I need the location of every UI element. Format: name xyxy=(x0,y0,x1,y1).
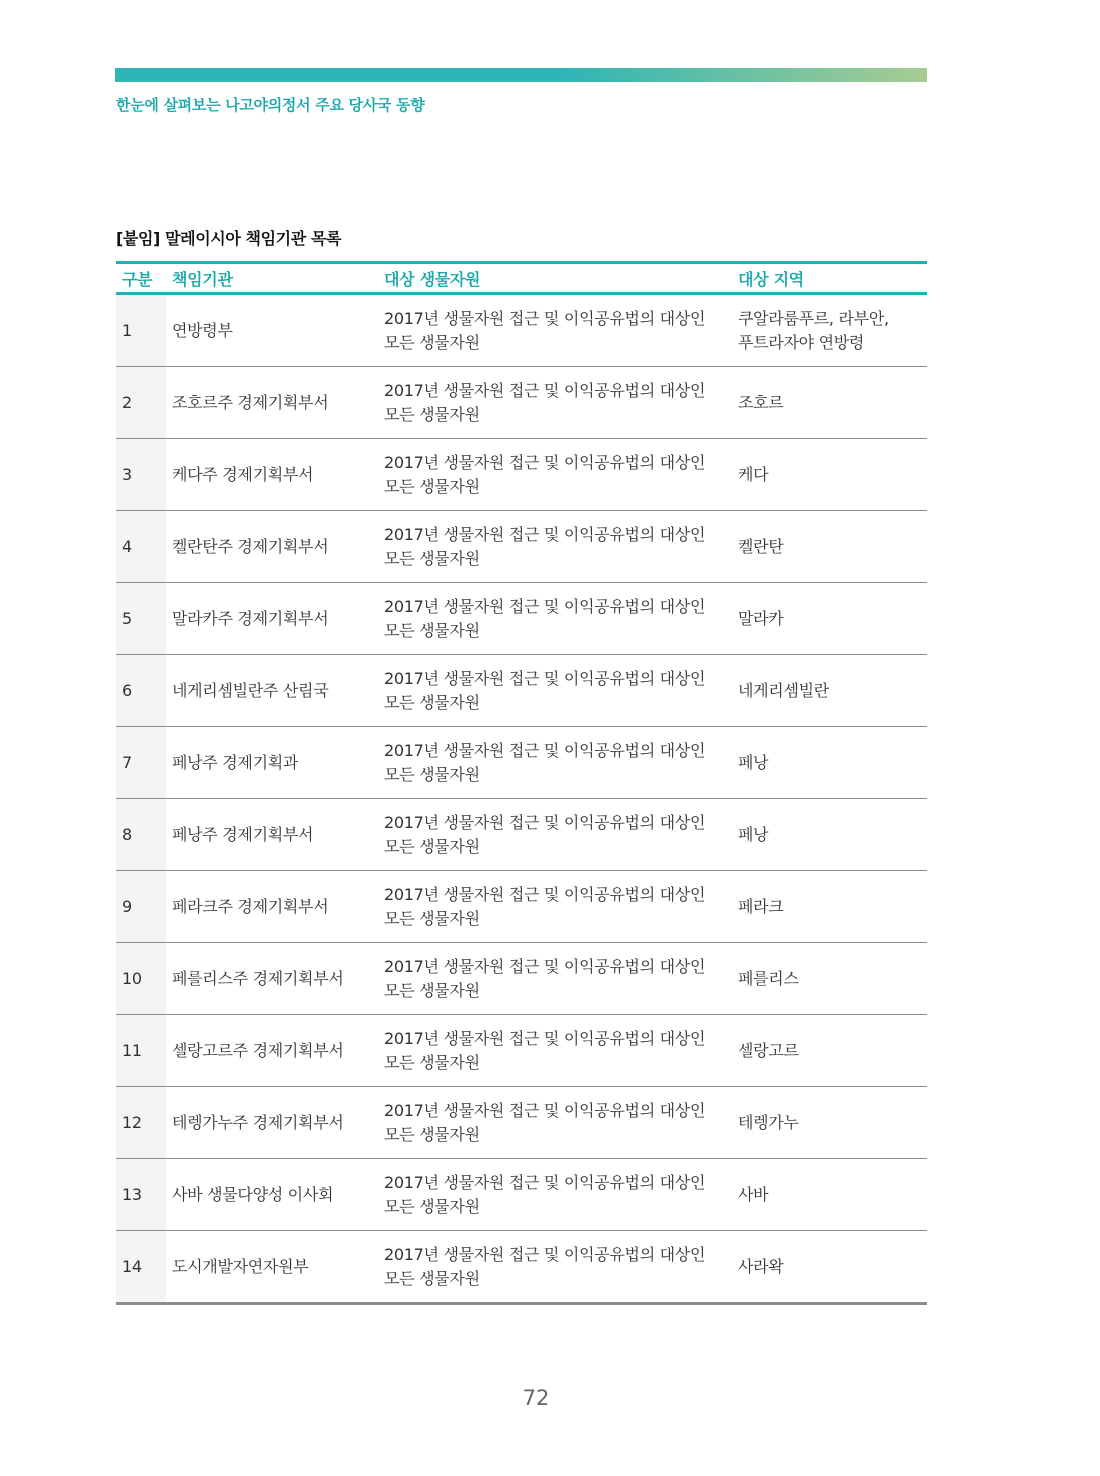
target-region xyxy=(732,799,927,871)
table-title: [붙임] 말레이시아 책임기관 목록 xyxy=(116,229,342,248)
target-region xyxy=(732,943,927,1015)
agency-name: 조호르주 경제기획부서 xyxy=(166,367,378,439)
target-resources-line: 2017년 생물자원 접근 및 이익공유법의 대상인 xyxy=(384,1244,706,1264)
table-row xyxy=(116,799,927,871)
target-resources xyxy=(378,1087,732,1159)
row-number: 12 xyxy=(116,1087,166,1159)
target-resources xyxy=(378,367,732,439)
target-region xyxy=(732,511,927,583)
table-row xyxy=(116,294,927,367)
agency-name: 연방령부 xyxy=(166,294,378,367)
row-number: 14 xyxy=(116,1231,166,1304)
target-resources-line: 모든 생물자원 xyxy=(384,1196,480,1216)
row-number: 6 xyxy=(116,655,166,727)
row-number: 9 xyxy=(116,871,166,943)
target-resources xyxy=(378,1231,732,1304)
target-region xyxy=(732,727,927,799)
column-header-agency: 책임기관 xyxy=(166,263,378,294)
table-body xyxy=(116,294,927,1304)
target-region-line: 셀랑고르 xyxy=(738,1040,799,1060)
target-resources-line: 2017년 생물자원 접근 및 이익공유법의 대상인 xyxy=(384,668,706,688)
target-resources-line: 모든 생물자원 xyxy=(384,1052,480,1072)
column-header-resources: 대상 생물자원 xyxy=(378,263,732,294)
agency-name: 도시개발자연자원부 xyxy=(166,1231,378,1304)
target-region-line: 말라카 xyxy=(738,608,784,628)
agency-name: 페를리스주 경제기획부서 xyxy=(166,943,378,1015)
row-number: 8 xyxy=(116,799,166,871)
row-number: 7 xyxy=(116,727,166,799)
target-region xyxy=(732,655,927,727)
target-region-line: 네게리셈빌란 xyxy=(738,680,829,700)
agency-name: 페라크주 경제기획부서 xyxy=(166,871,378,943)
target-resources-line: 모든 생물자원 xyxy=(384,764,480,784)
target-region xyxy=(732,1087,927,1159)
target-resources xyxy=(378,799,732,871)
table-row xyxy=(116,871,927,943)
table-row xyxy=(116,1159,927,1231)
target-resources xyxy=(378,511,732,583)
row-number: 5 xyxy=(116,583,166,655)
table-row xyxy=(116,511,927,583)
target-resources xyxy=(378,727,732,799)
target-region xyxy=(732,583,927,655)
target-resources xyxy=(378,871,732,943)
target-region-line: 켈란탄 xyxy=(738,536,784,556)
agency-name: 네게리셈빌란주 산림국 xyxy=(166,655,378,727)
row-number: 4 xyxy=(116,511,166,583)
target-region xyxy=(732,367,927,439)
target-region-line: 페낭 xyxy=(738,752,769,772)
target-resources-line: 2017년 생물자원 접근 및 이익공유법의 대상인 xyxy=(384,524,706,544)
column-header-no: 구분 xyxy=(116,263,166,294)
agency-name: 케다주 경제기획부서 xyxy=(166,439,378,511)
target-region-line: 페낭 xyxy=(738,824,769,844)
agency-table xyxy=(116,261,927,1305)
target-region-line: 케다 xyxy=(738,464,769,484)
target-resources-line: 2017년 생물자원 접근 및 이익공유법의 대상인 xyxy=(384,1028,706,1048)
target-region xyxy=(732,1231,927,1304)
target-region-line: 쿠알라룸푸르, 라부안, xyxy=(738,308,889,328)
row-number: 1 xyxy=(116,294,166,367)
target-resources-line: 모든 생물자원 xyxy=(384,1124,480,1144)
target-region-line: 테렝가누 xyxy=(738,1112,799,1132)
table-row xyxy=(116,1231,927,1304)
agency-name: 말라카주 경제기획부서 xyxy=(166,583,378,655)
row-number: 10 xyxy=(116,943,166,1015)
row-number: 3 xyxy=(116,439,166,511)
row-number: 13 xyxy=(116,1159,166,1231)
target-region xyxy=(732,294,927,367)
target-resources xyxy=(378,294,732,367)
target-region xyxy=(732,871,927,943)
target-resources-line: 모든 생물자원 xyxy=(384,620,480,640)
target-region-line: 사라왁 xyxy=(738,1256,784,1276)
table-row xyxy=(116,727,927,799)
row-number: 11 xyxy=(116,1015,166,1087)
target-region xyxy=(732,439,927,511)
target-region xyxy=(732,1159,927,1231)
table-row xyxy=(116,439,927,511)
running-header: 한눈에 살펴보는 나고야의정서 주요 당사국 동향 xyxy=(116,96,425,114)
agency-name: 사바 생물다양성 이사회 xyxy=(166,1159,378,1231)
table-row xyxy=(116,1087,927,1159)
target-resources xyxy=(378,943,732,1015)
table-row xyxy=(116,583,927,655)
target-resources-line: 2017년 생물자원 접근 및 이익공유법의 대상인 xyxy=(384,956,706,976)
target-resources xyxy=(378,1015,732,1087)
target-resources-line: 모든 생물자원 xyxy=(384,980,480,1000)
target-resources-line: 모든 생물자원 xyxy=(384,476,480,496)
target-resources-line: 2017년 생물자원 접근 및 이익공유법의 대상인 xyxy=(384,1100,706,1120)
header-gradient-bar xyxy=(115,68,927,82)
target-resources-line: 2017년 생물자원 접근 및 이익공유법의 대상인 xyxy=(384,380,706,400)
table-header-row xyxy=(116,263,927,294)
row-number: 2 xyxy=(116,367,166,439)
table-row xyxy=(116,367,927,439)
target-resources-line: 모든 생물자원 xyxy=(384,332,480,352)
column-header-region: 대상 지역 xyxy=(732,263,927,294)
target-resources-line: 모든 생물자원 xyxy=(384,692,480,712)
table-row xyxy=(116,943,927,1015)
agency-name: 셀랑고르주 경제기획부서 xyxy=(166,1015,378,1087)
target-region-line: 페라크 xyxy=(738,896,784,916)
target-region-line: 조호르 xyxy=(738,392,784,412)
agency-name: 페낭주 경제기획과 xyxy=(166,727,378,799)
page-number: 72 xyxy=(522,1386,550,1410)
agency-name: 켈란탄주 경제기획부서 xyxy=(166,511,378,583)
target-resources-line: 2017년 생물자원 접근 및 이익공유법의 대상인 xyxy=(384,812,706,832)
target-resources-line: 모든 생물자원 xyxy=(384,548,480,568)
target-resources-line: 2017년 생물자원 접근 및 이익공유법의 대상인 xyxy=(384,452,706,472)
target-region xyxy=(732,1015,927,1087)
target-resources-line: 2017년 생물자원 접근 및 이익공유법의 대상인 xyxy=(384,308,706,328)
target-resources-line: 2017년 생물자원 접근 및 이익공유법의 대상인 xyxy=(384,884,706,904)
table-row xyxy=(116,1015,927,1087)
target-region-line: 페를리스 xyxy=(738,968,799,988)
agency-table-container xyxy=(116,261,927,1305)
target-region-line: 사바 xyxy=(738,1184,769,1204)
table-row xyxy=(116,655,927,727)
target-resources-line: 2017년 생물자원 접근 및 이익공유법의 대상인 xyxy=(384,740,706,760)
agency-name: 페낭주 경제기획부서 xyxy=(166,799,378,871)
target-region-line: 푸트라자야 연방령 xyxy=(738,332,865,352)
target-resources-line: 모든 생물자원 xyxy=(384,908,480,928)
target-resources xyxy=(378,583,732,655)
target-resources-line: 모든 생물자원 xyxy=(384,1268,480,1288)
agency-name: 테렝가누주 경제기획부서 xyxy=(166,1087,378,1159)
target-resources-line: 모든 생물자원 xyxy=(384,404,480,424)
target-resources-line: 2017년 생물자원 접근 및 이익공유법의 대상인 xyxy=(384,1172,706,1192)
target-resources-line: 2017년 생물자원 접근 및 이익공유법의 대상인 xyxy=(384,596,706,616)
target-resources xyxy=(378,1159,732,1231)
target-resources xyxy=(378,655,732,727)
target-resources xyxy=(378,439,732,511)
target-resources-line: 모든 생물자원 xyxy=(384,836,480,856)
